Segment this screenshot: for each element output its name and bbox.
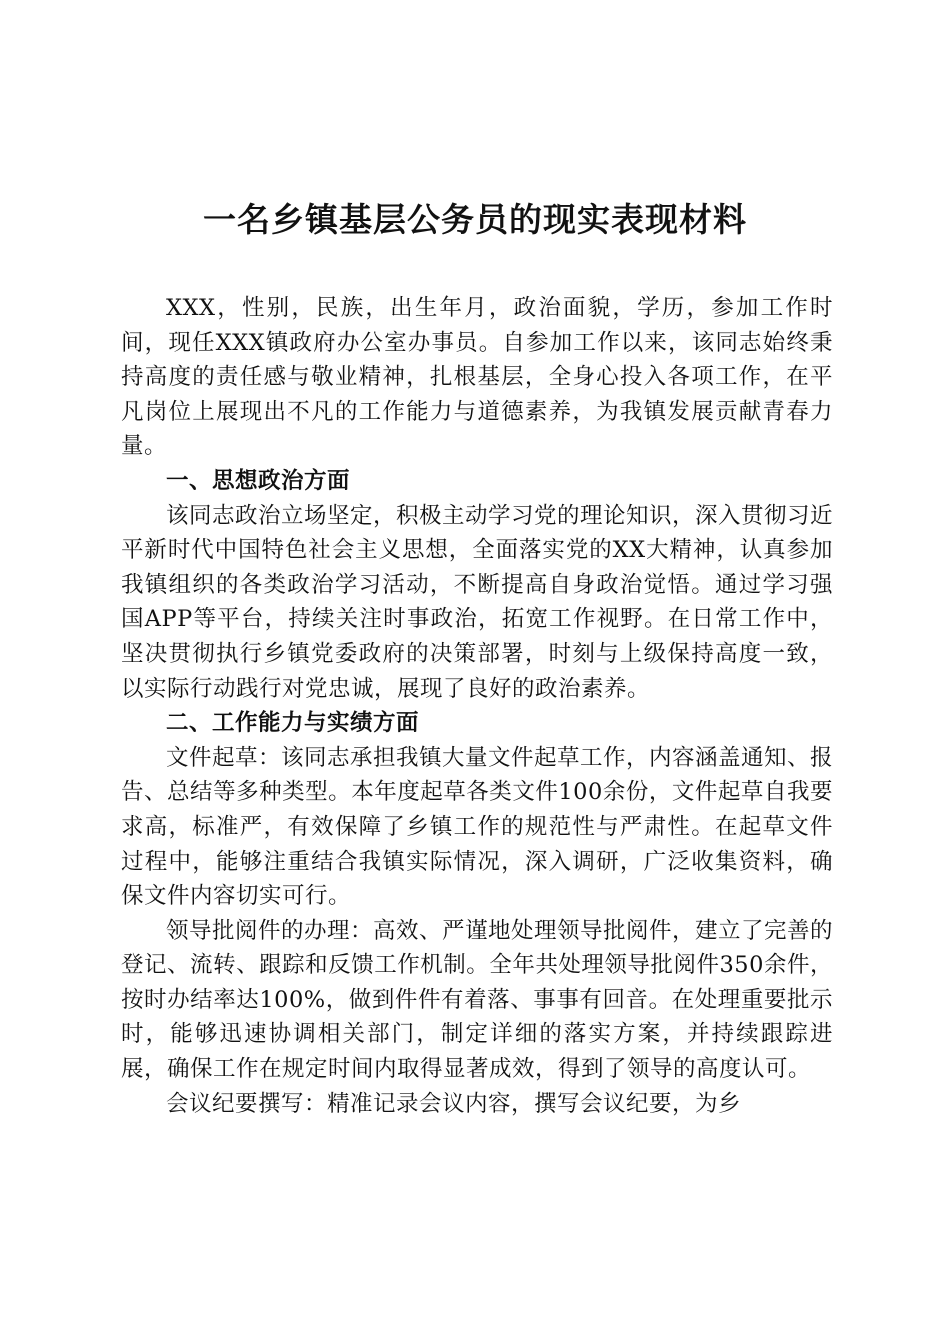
leader-review-paragraph: 领导批阅件的办理：高效、严谨地处理领导批阅件，建立了完善的登记、流转、跟踪和反馈工作机制。全年共处理领导批阅件350余件，按时办结率达100%，做到件件有着落、事事有回音。在处理重要批示时，能够迅速协调相关部门，制定详细的落实方案，并持续跟踪进展，确保工作在规定时间内取得显著成效，得到了领导的高度认可。: [121, 917, 834, 1083]
meeting-minutes-paragraph: 会议纪要撰写：精准记录会议内容，撰写会议纪要，为乡: [166, 1090, 742, 1117]
intro-paragraph: XXX，性别，民族，出生年月，政治面貌，学历，参加工作时间，现任XXX镇政府办公室办事员。自参加工作以来，该同志始终秉持高度的责任感与敬业精神，扎根基层，全身心投入各项工作，在平凡岗位上展现出不凡的工作能力与道德素养，为我镇发展贡献青春力量。: [121, 295, 833, 460]
section-heading-work-ability: 二、工作能力与实绩方面: [166, 710, 420, 737]
section-heading-political: 一、思想政治方面: [166, 467, 351, 494]
document-drafting-paragraph: 文件起草：该同志承担我镇大量文件起草工作，内容涵盖通知、报告、总结等多种类型。本年度起草各类文件100余份，文件起草自我要求高，标准严，有效保障了乡镇工作的规范性与严肃性。在起草文件过程中，能够注重结合我镇实际情况，深入调研，广泛收集资料，确保文件内容切实可行。: [121, 744, 834, 910]
document-title: 一名乡镇基层公务员的现实表现材料: [203, 200, 747, 239]
political-paragraph: 该同志政治立场坚定，积极主动学习党的理论知识，深入贯彻习近平新时代中国特色社会主义思想，全面落实党的XX大精神，认真参加我镇组织的各类政治学习活动，不断提高自身政治觉悟。通过学习强国APP等平台，持续关注时事政治，拓宽工作视野。在日常工作中，坚决贯彻执行乡镇党委政府的决策部署，时刻与上级保持高度一致，以实际行动践行对党忠诚，展现了良好的政治素养。: [121, 502, 834, 702]
document-body: [121, 291, 833, 1121]
